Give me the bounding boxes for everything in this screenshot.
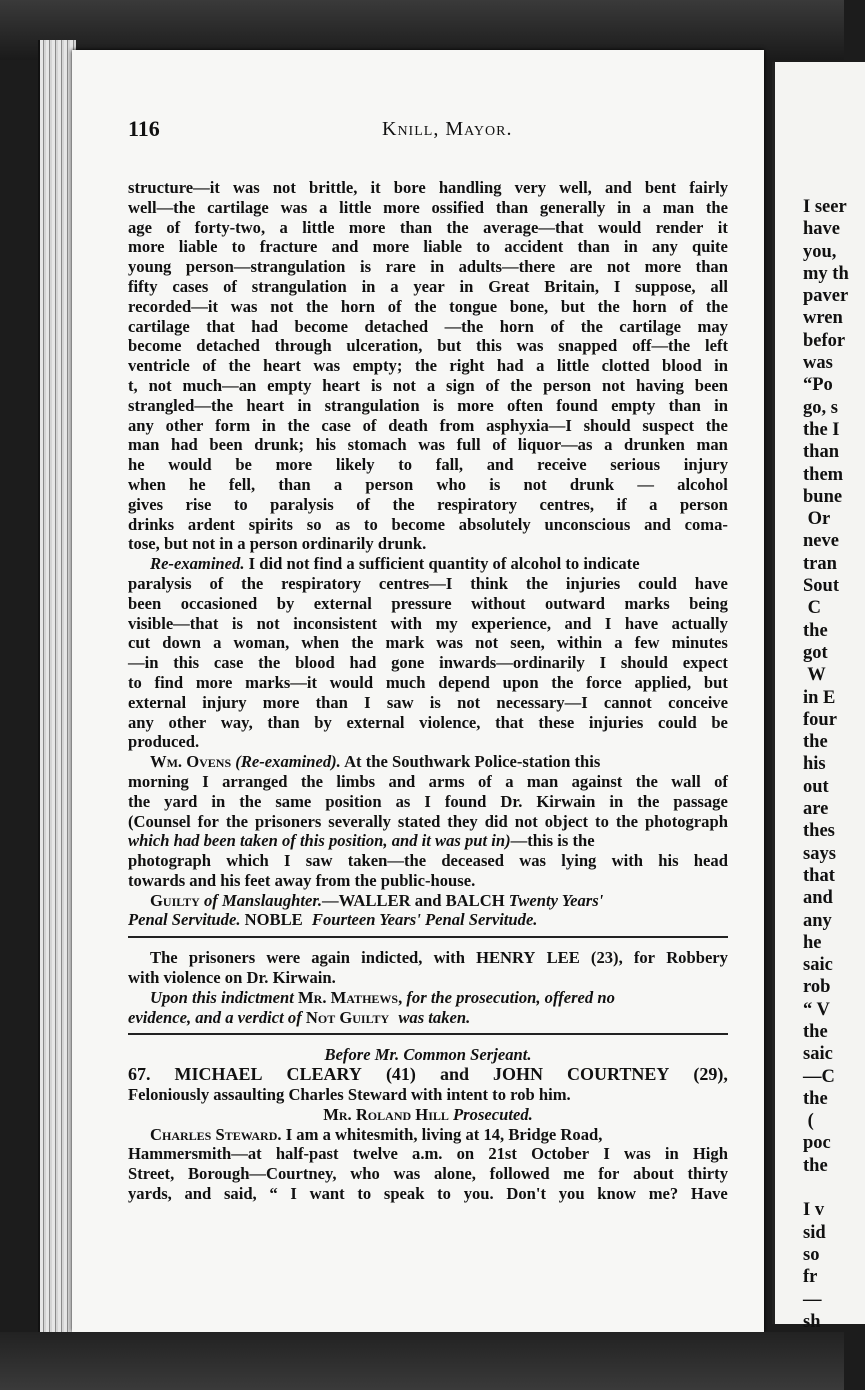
text-line: the yard in the same position as I found Dr. Kirwain in the passage xyxy=(128,791,728,811)
text-line: The prisoners were again indicted, with HENRY LEE (23), for Robbery xyxy=(150,948,728,968)
text-line xyxy=(128,1008,728,1028)
book-page xyxy=(72,50,764,1332)
verdict-term: Twenty Years' xyxy=(508,890,604,910)
page-body xyxy=(128,178,728,1204)
section-rule xyxy=(128,1033,728,1035)
section-rule xyxy=(128,936,728,938)
verdict-term: Fourteen Years' Penal Servitude. xyxy=(311,910,538,930)
text-line-content: produced. xyxy=(128,732,200,752)
verdict-not-guilty: Not Guilty xyxy=(305,1007,390,1027)
text-line-content: I did not find a sufficient quantity of alcohol to indicate xyxy=(248,554,640,574)
text-line: Street, Borough—Courtney, who was alone, followed me for about thirty xyxy=(128,1164,728,1184)
text-line: he would be more likely to fall, and receive serious injury xyxy=(128,455,728,475)
text-line-content: towards and his feet away from the public-house. xyxy=(128,870,476,890)
text-line: recorded—it was not the horn of the tongue bone, but the horn of the xyxy=(128,296,728,316)
text-line xyxy=(128,910,728,930)
text-line xyxy=(128,752,728,772)
text-line: when he fell, than a person who is not drunk — alcohol xyxy=(128,474,728,494)
text-line: visible—that is not inconsistent with my experience, and I have actually xyxy=(128,613,728,633)
text-line: age of forty-two, a little more than the average—that would render it xyxy=(128,217,728,237)
italic-text: for the prosecution, offered no xyxy=(406,987,615,1007)
text-line xyxy=(128,891,728,911)
counsel-name: Mr. Roland Hill xyxy=(323,1104,449,1124)
text-line: strangled—the heart in strangulation is more often found empty than in xyxy=(128,395,728,415)
text-line: cartilage that had become detached —the horn of the cartilage may xyxy=(128,316,728,336)
witness-name: Charles Steward. xyxy=(150,1124,282,1144)
paragraph-testimony xyxy=(128,178,728,554)
case-charge-text: Feloniously assaulting Charles Steward with intent to rob him. xyxy=(128,1085,571,1105)
text-line: (Counsel for the prisoners severally stated they did not object to the photograph xyxy=(128,811,728,831)
case-67 xyxy=(128,1045,728,1203)
text-line: gives rise to paralysis of the respiratory centres, if a person xyxy=(128,494,728,514)
re-examined-label: Re-examined. xyxy=(150,554,245,574)
text-line: cut down a woman, when the mark was not seen, within a few minutes xyxy=(128,633,728,653)
re-examined-label: (Re-examined). xyxy=(235,752,341,772)
text-line: photograph which I saw taken—the deceased was lying with his head xyxy=(128,851,728,871)
text-line: any other form in the case of death from asphyxia—I should suspect the xyxy=(128,415,728,435)
italic-aside: which had been taken of this position, and it was put in) xyxy=(128,831,511,851)
facing-page-text: I seer have you, my th paver wren befor was “Po go, s the I than them bune Or neve tran Sout C the got W in E four the his out are thes says that and any he saic rob “ V the saic —C the ( poc the I v sid so fr — sh xyxy=(803,197,849,1332)
italic-text: Upon this indictment xyxy=(150,987,294,1007)
verdict-names: —WALLER and BALCH xyxy=(322,890,505,910)
verdict-names: NOBLE xyxy=(244,910,303,930)
text-line: yards, and said, “ I want to speak to you. Don't you know me? Have xyxy=(128,1184,728,1204)
court-heading xyxy=(128,1045,728,1065)
counsel-name: Mr. Mathews, xyxy=(298,987,403,1007)
text-line: external injury more than I saw is not necessary—I cannot conceive xyxy=(128,692,728,712)
text-line-content: tose, but not in a person ordinarily drunk. xyxy=(128,534,427,554)
text-line: drinks ardent spirits so as to become absolutely unconscious and coma- xyxy=(128,514,728,534)
text-line: more liable to fracture and more liable to accident than in any quite xyxy=(128,237,728,257)
running-head: Knill, Mayor. xyxy=(382,118,513,140)
page-number: 116 xyxy=(128,116,160,141)
italic-text: evidence, and a verdict of xyxy=(128,1007,302,1027)
paragraph-ovens xyxy=(128,752,728,891)
text-line xyxy=(128,831,728,851)
text-line: paralysis of the respiratory centres—I think the injuries could have xyxy=(128,573,728,593)
text-line: Hammersmith—at half-past twelve a.m. on 21st October I was in High xyxy=(128,1144,728,1164)
text-line: —in this case the blood had gone inwards—ordinarily I should expect xyxy=(128,653,728,673)
verdict-offence: of Manslaughter. xyxy=(203,890,323,910)
text-line: t, not much—an empty heart is not a sign of the person not having been xyxy=(128,375,728,395)
paragraph-second-indictment xyxy=(128,948,728,1027)
facing-page xyxy=(772,62,865,1332)
verdict xyxy=(128,891,728,931)
verdict-term: Penal Servitude. xyxy=(128,910,241,930)
text-line xyxy=(128,1125,728,1145)
text-line xyxy=(128,988,728,1008)
text-line: morning I arranged the limbs and arms of a man against the wall of xyxy=(128,771,728,791)
text-line: structure—it was not brittle, it bore handling very well, and bent fairly xyxy=(128,178,728,197)
text-line: to find more marks—it would much depend upon the force applied, but xyxy=(128,672,728,692)
case-charge xyxy=(128,1085,728,1105)
case-title: 67. MICHAEL CLEARY (41) and JOHN COURTNEY (29), xyxy=(128,1064,728,1085)
scan-bottom-edge xyxy=(0,1332,844,1390)
text-line xyxy=(128,871,728,891)
text-line: any other way, than by external violence, that these injuries could be xyxy=(128,712,728,732)
page-header xyxy=(128,116,728,146)
text-line: well—the cartilage was a little more ossified than generally in a man the xyxy=(128,197,728,217)
book-page-edges xyxy=(38,40,76,1340)
court-heading-text: Before Mr. Common Serjeant. xyxy=(324,1045,532,1065)
text-line: man had been drunk; his stomach was full of liquor—as a drunken man xyxy=(128,435,728,455)
text-line: ventricle of the heart was empty; the right had a little clotted blood in xyxy=(128,356,728,376)
text-line-content: I am a whitesmith, living at 14, Bridge Road, xyxy=(285,1124,603,1144)
text-line xyxy=(128,968,728,988)
text-line xyxy=(128,554,728,574)
prosecution-line xyxy=(128,1105,728,1125)
witness-name: Wm. Ovens xyxy=(150,752,232,772)
paragraph-re-examined xyxy=(128,554,728,752)
text-line xyxy=(128,534,728,554)
text-line: young person—strangulation is rare in adults—there are not more than xyxy=(128,257,728,277)
verdict-guilty: Guilty xyxy=(150,890,200,910)
text-line-content: At the Southwark Police-station this xyxy=(344,752,601,772)
text-line-content: —this is the xyxy=(510,831,595,851)
italic-text: was taken. xyxy=(398,1007,471,1027)
text-line: become detached through ulceration, but this was snapped off—the left xyxy=(128,336,728,356)
italic-text: Prosecuted. xyxy=(453,1104,533,1124)
text-line: fifty cases of strangulation in a year in Great Britain, I suppose, all xyxy=(128,276,728,296)
text-line xyxy=(128,732,728,752)
text-line-content: with violence on Dr. Kirwain. xyxy=(128,968,336,988)
text-line: been occasioned by external pressure without outward marks being xyxy=(128,593,728,613)
